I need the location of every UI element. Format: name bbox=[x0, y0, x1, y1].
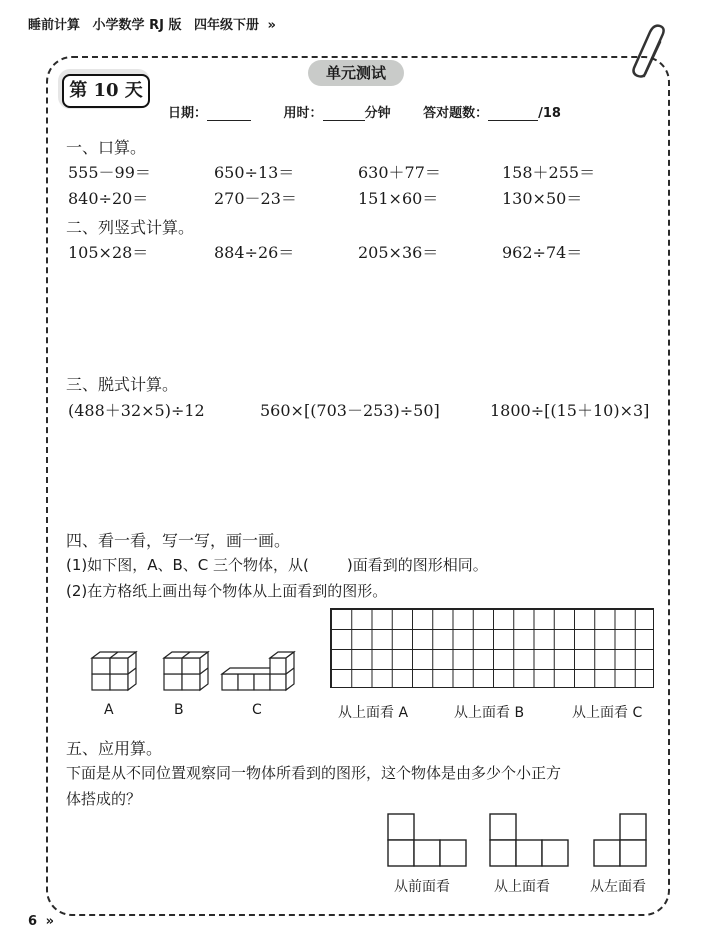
grid-label-c: 从上面看 C bbox=[572, 705, 643, 721]
grid-paper[interactable] bbox=[330, 608, 654, 688]
left-view-cell bbox=[620, 840, 646, 866]
top-view-cell bbox=[542, 840, 568, 866]
header-book: 睡前计算 bbox=[28, 18, 81, 33]
section1-heading: 一、口算。 bbox=[66, 138, 147, 157]
object-a bbox=[92, 652, 136, 690]
stepwise-problem: (488＋32×5)÷12 bbox=[68, 401, 205, 420]
oral-problem: 270－23＝ bbox=[214, 189, 297, 208]
view-label-left: 从左面看 bbox=[590, 879, 646, 895]
oral-problem: 650÷13＝ bbox=[214, 163, 295, 182]
date-label: 日期： bbox=[168, 106, 208, 121]
section3-heading: 三、脱式计算。 bbox=[66, 375, 179, 394]
front-view-cell bbox=[414, 840, 440, 866]
question-4-1-after: )面看到的图形相同。 bbox=[346, 556, 488, 574]
date-field[interactable] bbox=[207, 106, 251, 121]
header-grade: 四年级下册 bbox=[193, 18, 259, 33]
stepwise-problem: 1800÷[(15＋10)×3] bbox=[490, 401, 650, 420]
oral-problem: 151×60＝ bbox=[358, 189, 439, 208]
header-series: 小学数学 RJ 版 bbox=[92, 18, 182, 33]
time-field[interactable] bbox=[323, 106, 365, 121]
score-label: 答对题数： bbox=[423, 106, 489, 121]
view-label-front: 从前面看 bbox=[394, 879, 450, 895]
problem-line-2: 体搭成的？ bbox=[66, 790, 142, 808]
page-number: 6 bbox=[28, 914, 38, 929]
view-figures bbox=[384, 810, 654, 868]
view-label-top: 从上面看 bbox=[494, 879, 550, 895]
day-badge: 第 10 天 bbox=[62, 74, 150, 108]
vertical-problem: 962÷74＝ bbox=[502, 243, 583, 262]
grid-label-b: 从上面看 B bbox=[454, 705, 525, 721]
meta-row bbox=[168, 102, 561, 121]
problem-line-1: 下面是从不同位置观察同一物体所看到的图形，这个物体是由多少个小正方 bbox=[66, 764, 562, 782]
object-c bbox=[222, 652, 294, 690]
left-view-cell bbox=[620, 814, 646, 840]
section4-heading: 四、看一看，写一写，画一画。 bbox=[66, 531, 291, 550]
oral-problem: 840÷20＝ bbox=[68, 189, 149, 208]
vertical-problem: 105×28＝ bbox=[68, 243, 149, 262]
question-4-1-before: (1)如下图，A、B、C 三个物体，从( bbox=[66, 556, 309, 574]
header-arrow: » bbox=[267, 18, 276, 33]
worksheet-frame bbox=[46, 56, 670, 916]
score-field[interactable] bbox=[488, 106, 538, 121]
time-label: 用时： bbox=[283, 106, 323, 121]
top-view-cell bbox=[490, 814, 516, 840]
cube-figures bbox=[80, 646, 312, 696]
front-view-cell bbox=[440, 840, 466, 866]
top-view-cell bbox=[516, 840, 542, 866]
oral-problem: 130×50＝ bbox=[502, 189, 583, 208]
object-label-a: A bbox=[104, 702, 114, 718]
object-label-b: B bbox=[174, 702, 184, 718]
question-4-2: (2)在方格纸上画出每个物体从上面看到的图形。 bbox=[66, 582, 388, 600]
front-view-cell bbox=[388, 840, 414, 866]
section2-heading: 二、列竖式计算。 bbox=[66, 218, 195, 237]
front-view-cell bbox=[388, 814, 414, 840]
time-unit: 分钟 bbox=[364, 106, 391, 121]
page-title: 单元测试 bbox=[308, 60, 404, 86]
running-header bbox=[28, 14, 276, 33]
oral-problem: 630＋77＝ bbox=[358, 163, 441, 182]
footer-arrow: » bbox=[45, 914, 54, 929]
vertical-problem: 884÷26＝ bbox=[214, 243, 295, 262]
page-footer bbox=[28, 914, 54, 929]
section5-heading: 五、应用算。 bbox=[66, 739, 163, 758]
left-view-cell bbox=[594, 840, 620, 866]
question-4-1 bbox=[66, 554, 488, 575]
vertical-problem: 205×36＝ bbox=[358, 243, 439, 262]
grid-label-a: 从上面看 A bbox=[338, 705, 409, 721]
object-b bbox=[164, 652, 208, 690]
top-view-cell bbox=[490, 840, 516, 866]
score-total: /18 bbox=[538, 106, 561, 121]
oral-problem: 555－99＝ bbox=[68, 163, 151, 182]
object-label-c: C bbox=[252, 702, 262, 718]
oral-problem: 158＋255＝ bbox=[502, 163, 596, 182]
stepwise-problem: 560×[(703－253)÷50] bbox=[260, 401, 440, 420]
